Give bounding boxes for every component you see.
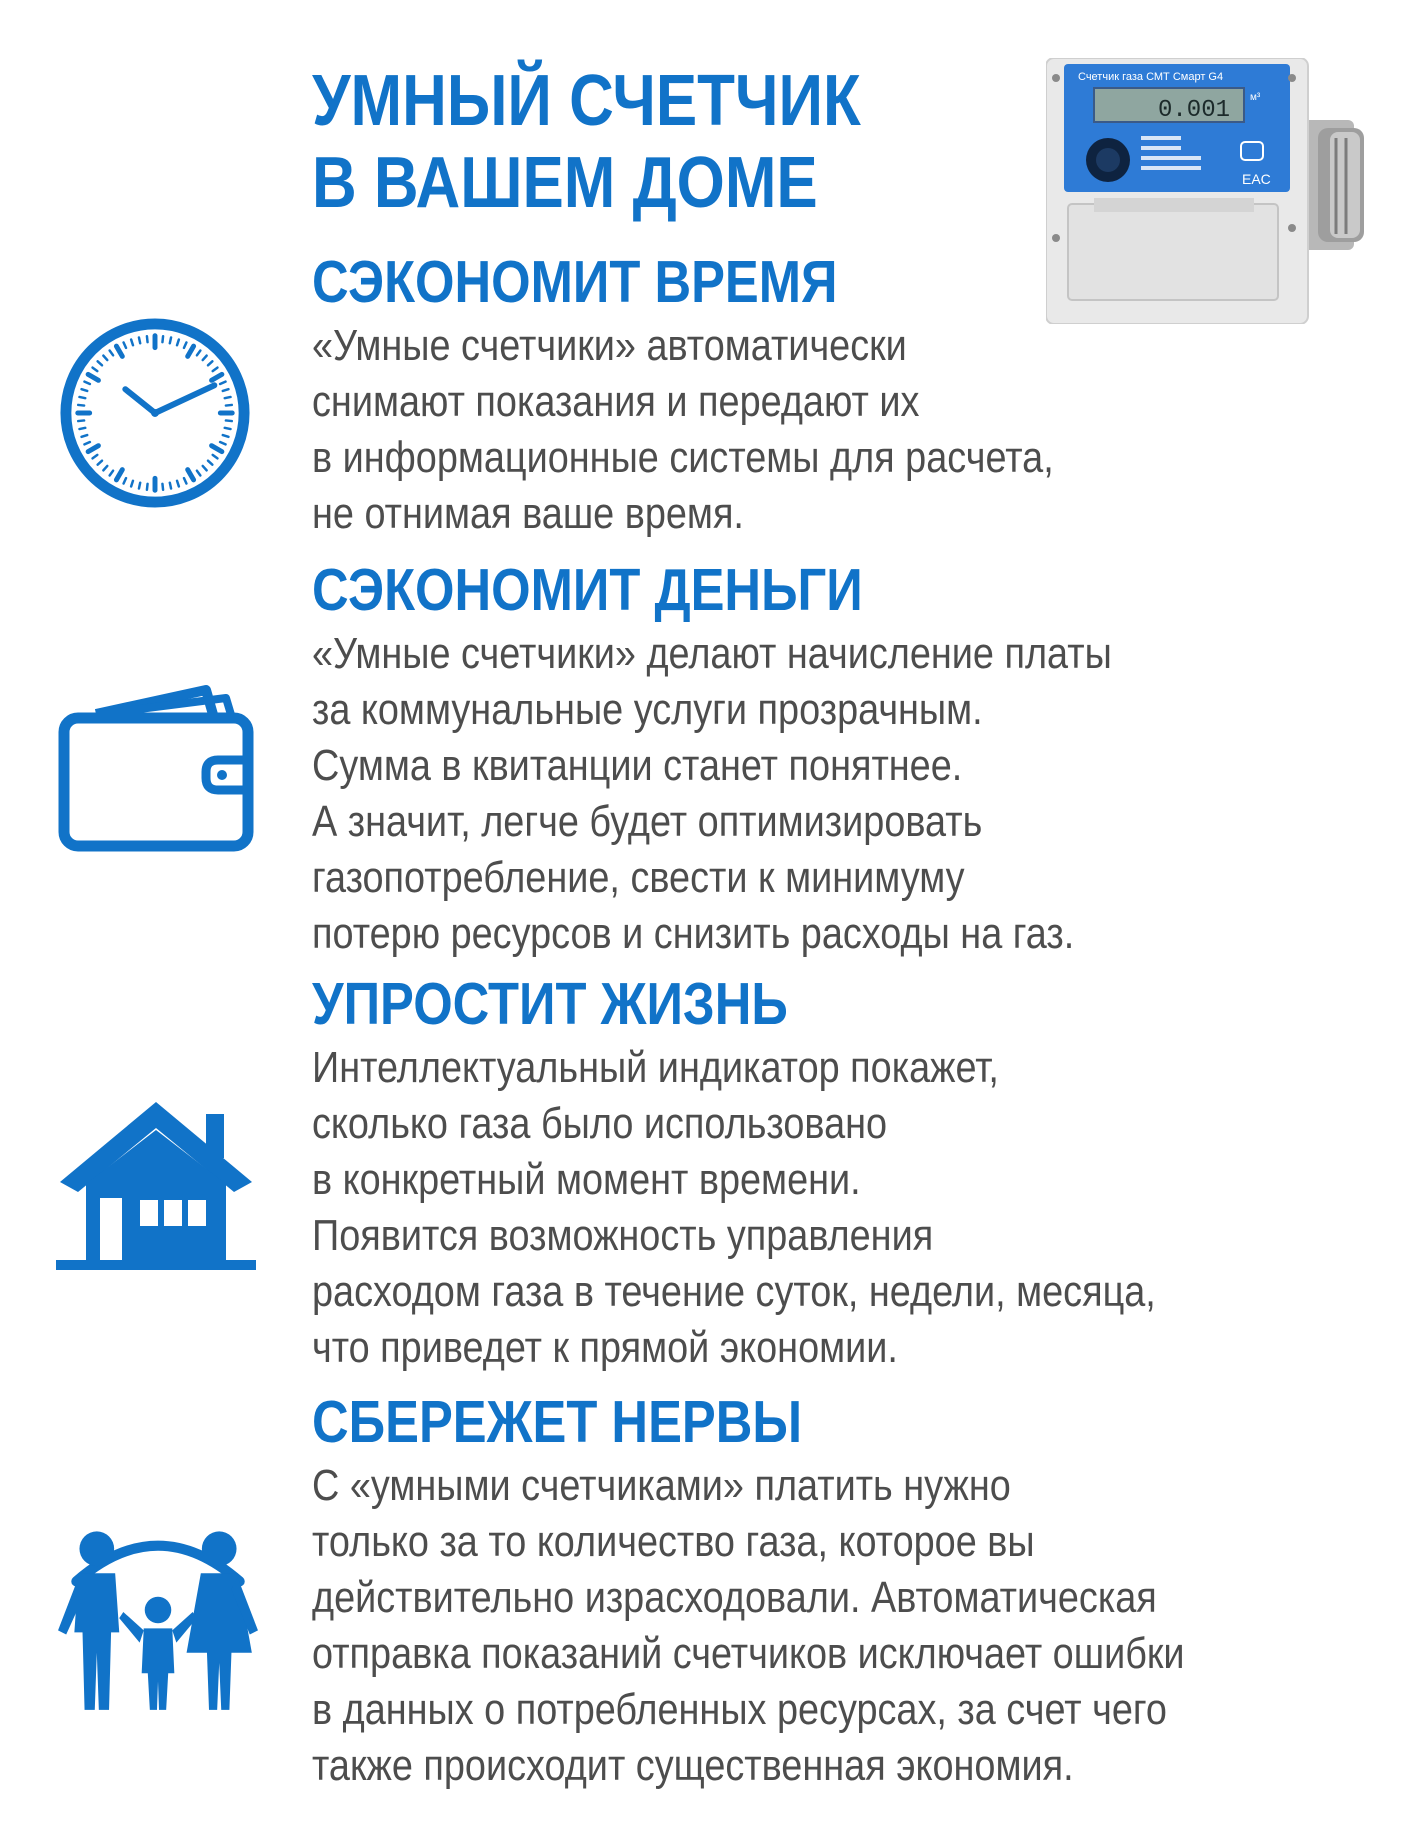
clock-tick — [177, 340, 179, 346]
clock-tick — [131, 340, 133, 346]
text-line: Появится возможность управления — [312, 1211, 934, 1260]
section-save-nerves — [312, 1390, 1327, 1794]
text-line: в информационные системы для расчета, — [312, 433, 1054, 482]
family-icon — [56, 1510, 260, 1714]
text-line: «Умные счетчики» делают начисление платы — [312, 629, 1112, 678]
section-heading: УПРОСТИТ ЖИЗНЬ — [312, 971, 788, 1037]
clock-tick — [203, 356, 207, 360]
clock-tick — [79, 428, 85, 429]
meter-unit: м³ — [1250, 92, 1261, 103]
clock-tick — [93, 455, 98, 458]
clock-tick — [84, 382, 89, 384]
section-heading: СБЕРЕЖЕТ НЕРВЫ — [312, 1389, 803, 1455]
text-line: газопотребление, свести к минимуму — [312, 853, 965, 902]
clock-tick — [225, 428, 231, 429]
text-line: также происходит существенная экономия. — [312, 1741, 1074, 1790]
clock-tick — [225, 397, 231, 398]
text-line: сколько газа было использовано — [312, 1099, 888, 1148]
clock-tick — [88, 374, 98, 380]
text-line: расходом газа в течение суток, недели, месяца, — [312, 1267, 1156, 1316]
section-heading: СЭКОНОМИТ ВРЕМЯ — [312, 249, 838, 315]
clock-tick — [139, 337, 140, 343]
clock-tick — [220, 382, 225, 384]
clock-tick — [116, 470, 122, 480]
text-line: в данных о потребленных ресурсах, за счет чего — [312, 1685, 1167, 1734]
text-line: С «умными счетчиками» платить нужно — [312, 1461, 1011, 1510]
text-line: не отнимая ваше время. — [312, 489, 744, 538]
text-line: действительно израсходовали. Автоматическая — [312, 1573, 1157, 1622]
clock-tick — [110, 471, 113, 476]
text-line: А значит, легче будет оптимизировать — [312, 797, 983, 846]
clock-tick — [116, 346, 122, 356]
clock-tick — [212, 374, 222, 380]
text-line: потерю ресурсов и снизить расходы на газ. — [312, 909, 1075, 958]
clock-tick — [188, 470, 194, 480]
house-icon — [56, 1100, 256, 1270]
clock-tick — [98, 461, 102, 465]
svg-text:EAC: EAC — [1242, 171, 1271, 187]
meter-label: Счетчик газа СМТ Смарт G4 — [1078, 71, 1224, 83]
page-title — [312, 60, 861, 224]
clock-tick — [82, 435, 88, 437]
section-save-time — [312, 250, 1174, 542]
clock-tick — [212, 446, 222, 452]
clock-tick — [124, 478, 126, 483]
meter-display: 0.001 — [1158, 97, 1231, 124]
clock-tick — [213, 455, 218, 458]
section-save-money — [312, 558, 1242, 962]
clock-tick — [162, 484, 163, 490]
text-line: что приведет к прямой экономии. — [312, 1323, 898, 1372]
clock-tick — [197, 471, 200, 476]
text-line: Интеллектуальный индикатор покажет, — [312, 1043, 999, 1092]
clock-tick — [203, 466, 207, 470]
text-line: в конкретный момент времени. — [312, 1155, 861, 1204]
clock-tick — [188, 346, 194, 356]
clock-tick — [208, 361, 212, 365]
clock-tick — [78, 405, 84, 406]
clock-tick — [147, 484, 148, 490]
clock-tick — [213, 368, 218, 371]
clock-tick — [124, 342, 126, 347]
clock-tick — [79, 397, 85, 398]
clock-tick — [103, 466, 107, 470]
text-line: снимают показания и передают их — [312, 377, 920, 426]
clock-tick — [223, 389, 229, 391]
clock-tick — [98, 361, 102, 365]
text-line: за коммунальные услуги прозрачным. — [312, 685, 983, 734]
clock-tick — [162, 336, 163, 342]
clock-tick — [223, 435, 229, 437]
page-title-line-1: УМНЫЙ СЧЕТЧИК — [312, 61, 861, 141]
text-line: отправка показаний счетчиков исключает ошибки — [312, 1629, 1185, 1678]
section-text — [312, 1458, 1185, 1794]
clock-tick — [93, 368, 98, 371]
clock-tick — [208, 461, 212, 465]
clock-tick — [170, 337, 171, 343]
page-title-line-2: В ВАШЕМ ДОМЕ — [312, 143, 818, 223]
clock-tick — [139, 483, 140, 489]
clock-tick — [103, 356, 107, 360]
clock-icon — [56, 314, 254, 512]
text-line: только за то количество газа, которое вы — [312, 1517, 1035, 1566]
text-line: Сумма в квитанции станет понятнее. — [312, 741, 963, 790]
clock-tick — [170, 483, 171, 489]
section-simplify-life — [312, 972, 1293, 1376]
clock-tick — [226, 420, 232, 421]
clock-tick — [82, 389, 88, 391]
clock-tick — [184, 342, 186, 347]
clock-tick — [220, 442, 225, 444]
clock-tick — [110, 351, 113, 356]
wallet-icon — [56, 684, 256, 854]
clock-tick — [78, 420, 84, 421]
clock-tick — [88, 446, 98, 452]
clock-tick — [147, 336, 148, 342]
clock-tick — [177, 481, 179, 487]
section-heading: СЭКОНОМИТ ДЕНЬГИ — [312, 557, 863, 623]
clock-tick — [184, 478, 186, 483]
clock-tick — [197, 351, 200, 356]
text-line: «Умные счетчики» автоматически — [312, 321, 907, 370]
section-text — [312, 318, 1054, 542]
clock-tick — [131, 481, 133, 487]
clock-tick — [226, 405, 232, 406]
section-text — [312, 626, 1112, 962]
clock-tick — [84, 442, 89, 444]
section-text — [312, 1040, 1156, 1376]
